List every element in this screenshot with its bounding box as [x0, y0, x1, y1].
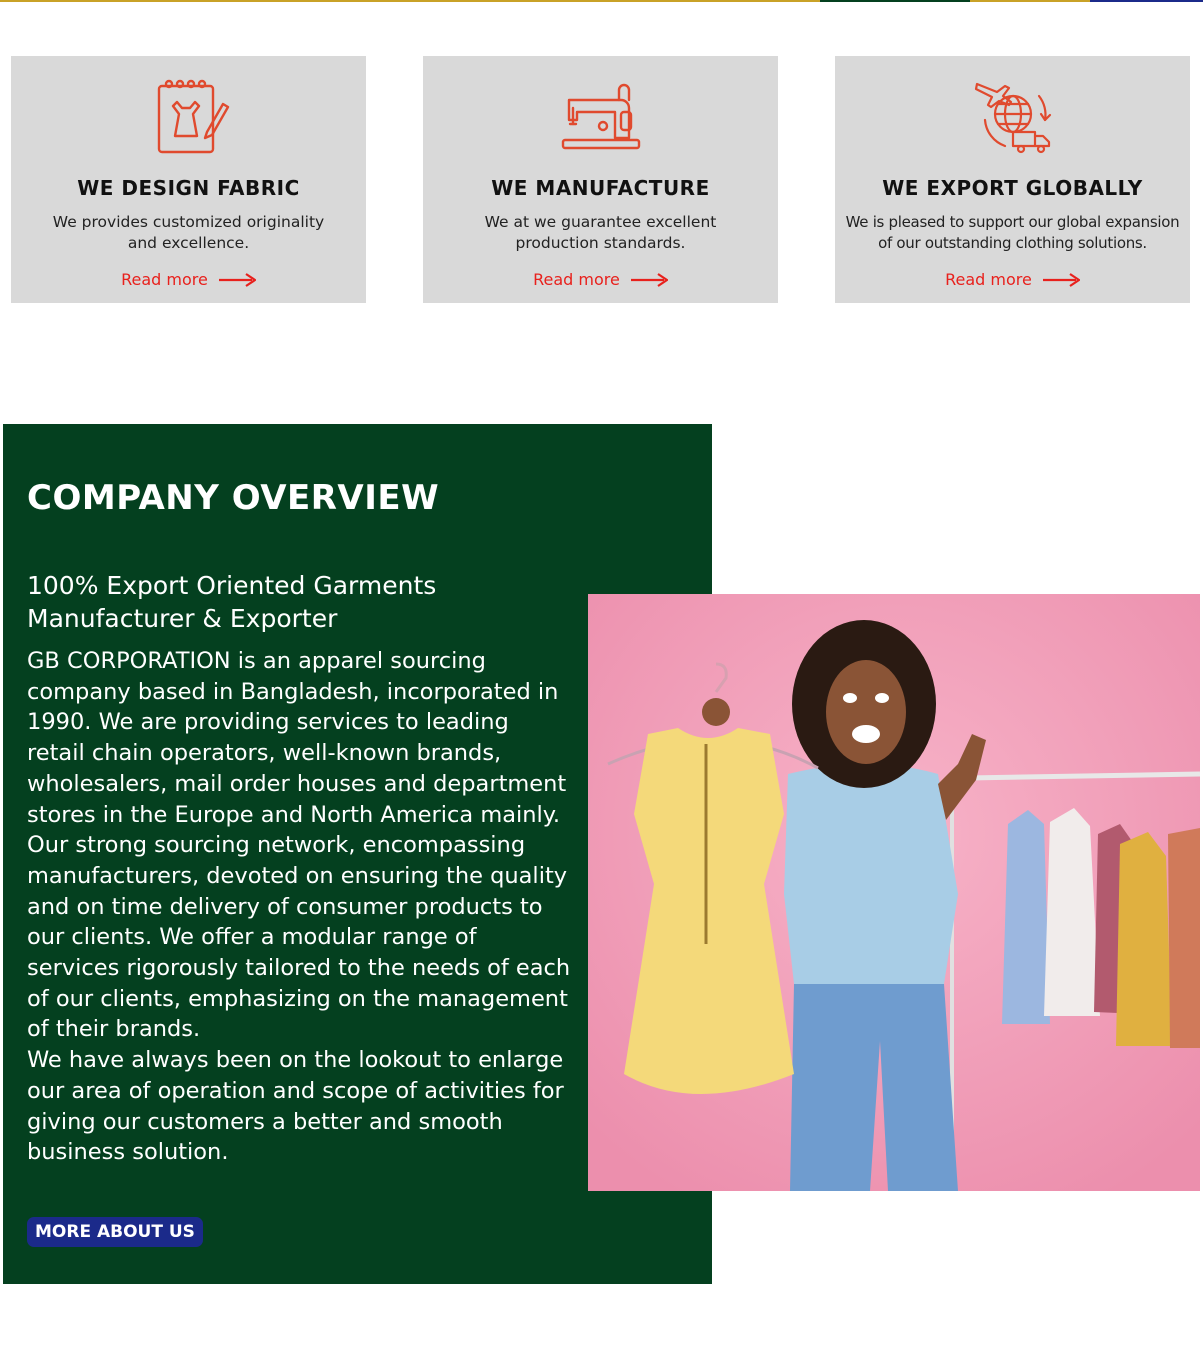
- read-more-link-manufacture[interactable]: [423, 270, 778, 289]
- overview-paragraph: We have always been on the lookout to enlarge our area of operation and scope of activities for giving our customers a better and smooth business solution.: [27, 1047, 564, 1166]
- service-description: We provides customized originality and excellence.: [52, 213, 325, 252]
- read-more-label: Read more: [533, 270, 620, 289]
- more-about-us-button[interactable]: MORE ABOUT US: [27, 1217, 203, 1247]
- read-more-link-design[interactable]: [11, 270, 366, 289]
- service-title: WE MANUFACTURE: [491, 176, 710, 200]
- woman-holding-dress-photo: [588, 594, 1200, 1191]
- arrow-right-icon: [630, 273, 668, 287]
- arrow-right-icon: [1042, 273, 1080, 287]
- overview-subtitle: 100% Export Oriented Garments Manufacturer & Exporter: [27, 571, 437, 633]
- overview-heading: COMPANY OVERVIEW: [27, 478, 440, 518]
- service-description: We is pleased to support our global expansion of our outstanding clothing solutions.: [845, 213, 1180, 252]
- service-card-design: [11, 56, 366, 303]
- overview-paragraph: GB CORPORATION is an apparel sourcing company based in Bangladesh, incorporated in 1990. We are providing services to leading retail chain operators, well-known brands, wholesalers, mail order houses and department stores in the Europe and North America mainly. Our strong sourcing network, encompassing manufacturers, devoted on ensuring the quality and on time delivery of consumer products to our clients. We offer a modular range of services rigorously tailored to the needs of each of our clients, emphasizing on the management of their brands.: [27, 648, 571, 1043]
- read-more-label: Read more: [121, 270, 208, 289]
- top-accent-bar: [0, 0, 1203, 2]
- global-export-icon: [971, 74, 1055, 158]
- service-title: WE EXPORT GLOBALLY: [882, 176, 1143, 200]
- overview-text: [27, 646, 572, 1168]
- service-description: We at we guarantee excellent production standards.: [484, 213, 717, 252]
- service-title: WE DESIGN FABRIC: [77, 176, 300, 200]
- service-card-export: [835, 56, 1190, 303]
- sewing-machine-icon: [559, 74, 643, 158]
- fashion-design-icon: [147, 74, 231, 158]
- read-more-link-export[interactable]: [835, 270, 1190, 289]
- service-card-manufacture: [423, 56, 778, 303]
- arrow-right-icon: [218, 273, 256, 287]
- read-more-label: Read more: [945, 270, 1032, 289]
